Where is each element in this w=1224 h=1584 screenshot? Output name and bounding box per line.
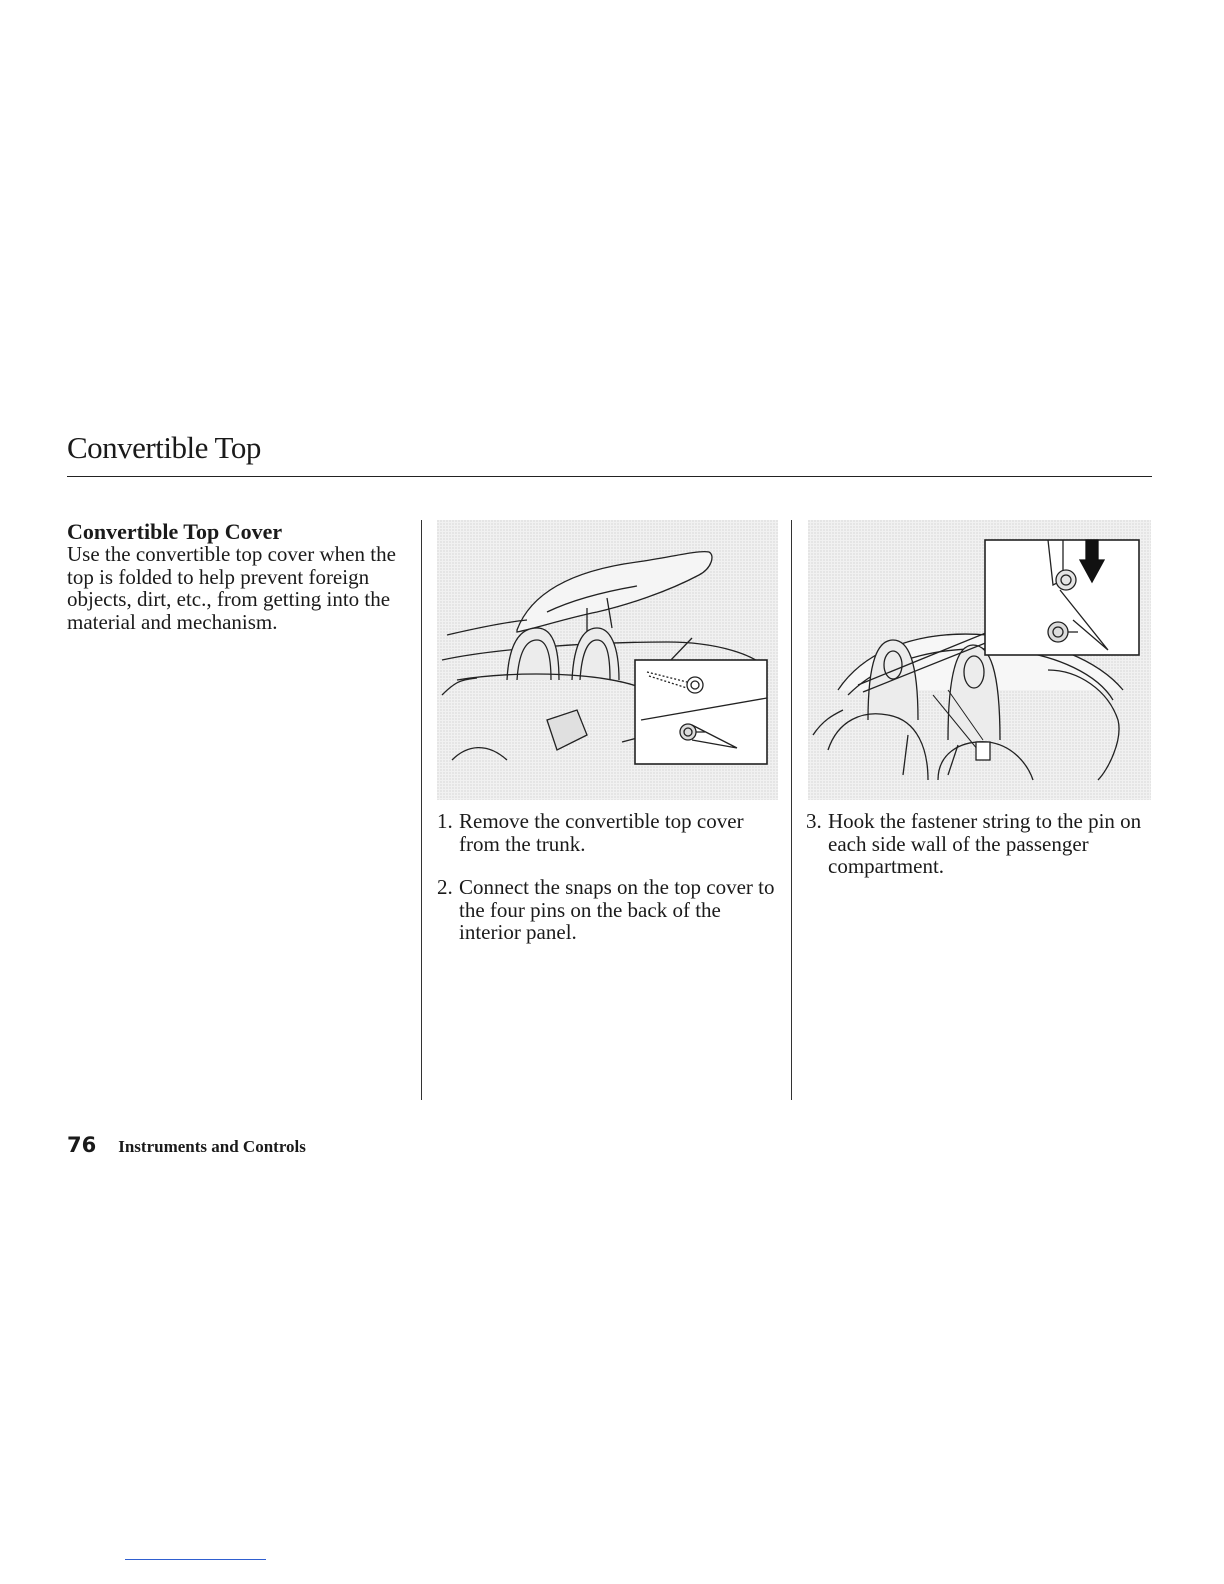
bottom-rule [125,1559,266,1560]
page-title: Convertible Top [67,430,261,465]
passenger-compartment-fastener-illustration [808,520,1151,800]
column-divider [421,520,422,1100]
steps-list [437,810,777,965]
step-number: 1. [437,809,453,833]
car-rear-top-cover-illustration [437,520,778,800]
step-item [437,876,777,944]
footer-section-label: Instruments and Controls [118,1137,306,1156]
intro-column [67,520,412,633]
step-number: 3. [806,809,822,833]
title-divider [67,476,1152,477]
step-text: Remove the convertible top cover from the trunk. [459,809,744,856]
step-text: Hook the fastener string to the pin on each side wall of the passenger compartment. [828,809,1142,878]
page-number: 76 [67,1133,97,1157]
steps-list [806,810,1151,899]
step-text: Connect the snaps on the top cover to the four pins on the back of the interior panel. [459,875,775,944]
step-number: 2. [437,875,453,899]
section-body: Use the convertible top cover when the top is folded to help prevent foreign objects, dirt, etc., from getting into the material and mechanism. [67,542,396,634]
column-divider [791,520,792,1100]
step-item [437,810,777,855]
step-item [806,810,1151,878]
section-heading: Convertible Top Cover [67,519,283,544]
page-footer [67,1133,306,1157]
